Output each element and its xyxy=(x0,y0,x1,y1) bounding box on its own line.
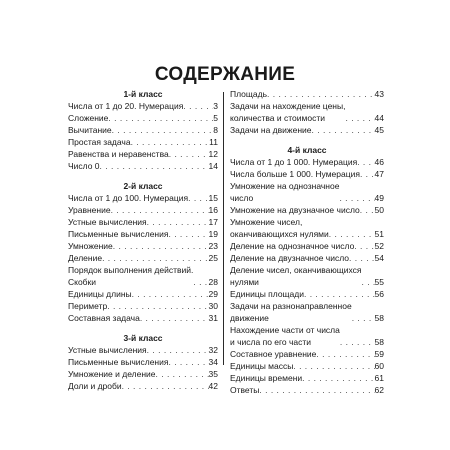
toc-entry xyxy=(230,372,384,384)
toc-entry xyxy=(68,356,218,368)
toc-entry-page: 17 xyxy=(208,217,218,227)
toc-entry-title: Задачи на нахождение цены, количества и стоимости xyxy=(230,101,346,123)
toc-entry-page: 14 xyxy=(208,161,218,171)
toc-entry xyxy=(230,100,384,124)
toc-entry-title: Числа больше 1 000. Нумерация xyxy=(230,169,360,179)
toc-entry-title: Единицы массы xyxy=(230,361,294,371)
toc-right-column xyxy=(230,88,384,396)
toc-entry xyxy=(68,252,218,264)
toc-entry-page: 52 xyxy=(374,241,384,251)
dot-leader xyxy=(360,168,375,180)
toc-entry xyxy=(68,288,218,300)
toc-entry-title: Ответы xyxy=(230,385,260,395)
toc-entry-page: 55 xyxy=(374,277,384,287)
toc-entry-page: 59 xyxy=(374,349,384,359)
toc-entry-page: 32 xyxy=(208,345,218,355)
toc-entry xyxy=(68,264,218,288)
toc-entry-title: Деление xyxy=(68,253,103,263)
toc-left-column xyxy=(68,88,218,392)
dot-leader xyxy=(329,228,375,240)
toc-entry-page: 49 xyxy=(374,193,384,203)
toc-entry-page: 42 xyxy=(208,381,218,391)
toc-entry xyxy=(68,112,218,124)
grade-heading: 2-й класс xyxy=(123,181,163,191)
toc-entry xyxy=(68,136,218,148)
toc-entry xyxy=(68,380,218,392)
toc-entry xyxy=(230,204,384,216)
toc-entry xyxy=(230,124,384,136)
dot-leader xyxy=(267,88,375,100)
column-divider xyxy=(223,92,224,365)
dot-leader xyxy=(360,204,375,216)
toc-entry-page: 31 xyxy=(208,313,218,323)
toc-entry-title: Задачи на разнонаправленное движение xyxy=(230,301,352,323)
dot-leader xyxy=(183,100,213,112)
toc-entry-title: Деление чисел, оканчивающихся нулями xyxy=(230,265,362,287)
toc-entry xyxy=(230,360,384,372)
toc-entry-title: Числа от 1 до 20. Нумерация xyxy=(68,101,184,111)
toc-entry xyxy=(68,148,218,160)
toc-entry xyxy=(68,124,218,136)
dot-leader xyxy=(147,344,209,356)
dot-leader xyxy=(108,112,213,124)
grade-heading: 3-й класс xyxy=(123,333,163,343)
toc-entry-title: Умножение на однозначное число xyxy=(230,181,340,203)
dot-leader xyxy=(349,252,375,264)
toc-entry-page: 16 xyxy=(208,205,218,215)
dot-leader xyxy=(111,204,209,216)
toc-entry xyxy=(68,216,218,228)
toc-entry xyxy=(230,168,384,180)
dot-leader xyxy=(188,192,208,204)
dot-leader xyxy=(302,372,374,384)
toc-entry xyxy=(230,88,384,100)
toc-entry-page: 61 xyxy=(374,373,384,383)
toc-entry-page: 60 xyxy=(374,361,384,371)
toc-entry-title: Равенства и неравенства xyxy=(68,149,169,159)
dot-leader xyxy=(354,240,374,252)
dot-leader xyxy=(345,112,374,124)
toc-entry-page: 54 xyxy=(374,253,384,263)
dot-leader xyxy=(339,192,374,204)
grade-heading: 1-й класс xyxy=(123,89,163,99)
dot-leader xyxy=(316,348,374,360)
dot-leader xyxy=(100,160,209,172)
toc-entry-title: Составная задача xyxy=(68,313,140,323)
toc-entry xyxy=(230,384,384,396)
toc-entry-page: 8 xyxy=(213,125,218,135)
toc-entry-page: 44 xyxy=(374,113,384,123)
toc-entry xyxy=(230,348,384,360)
dot-leader xyxy=(113,240,209,252)
toc-entry xyxy=(68,204,218,216)
toc-entry-title: Деление на двузначное число xyxy=(230,253,350,263)
page-title: СОДЕРЖАНИЕ xyxy=(154,64,296,85)
toc-entry-title: Умножение на двузначное число xyxy=(230,205,360,215)
toc-entry-title: Письменные вычисления xyxy=(68,357,169,367)
dot-leader xyxy=(132,288,209,300)
dot-leader xyxy=(107,300,208,312)
toc-entry-page: 30 xyxy=(208,301,218,311)
toc-entry xyxy=(68,368,218,380)
toc-entry-page: 47 xyxy=(374,169,384,179)
toc-entry-page: 35 xyxy=(208,369,218,379)
toc-entry xyxy=(230,324,384,348)
dot-leader xyxy=(156,368,209,380)
toc-entry-title: Письменные вычисления xyxy=(68,229,169,239)
dot-leader xyxy=(140,312,209,324)
toc-entry xyxy=(68,240,218,252)
toc-entry-title: Доли и дроби xyxy=(68,381,122,391)
toc-entry xyxy=(68,160,218,172)
toc-entry-title: Площадь xyxy=(230,89,268,99)
toc-entry-title: Числа от 1 до 100. Нумерация xyxy=(68,193,189,203)
toc-entry-title: Числа от 1 до 1 000. Нумерация xyxy=(230,157,358,167)
toc-entry xyxy=(68,100,218,112)
dot-leader xyxy=(259,384,374,396)
toc-entry-page: 46 xyxy=(374,157,384,167)
dot-leader xyxy=(169,148,209,160)
toc-entry-title: Число 0 xyxy=(68,161,100,171)
toc-entry xyxy=(68,300,218,312)
toc-entry xyxy=(230,156,384,168)
toc-entry xyxy=(230,300,384,324)
toc-entry-page: 11 xyxy=(209,137,218,147)
dot-leader xyxy=(131,136,210,148)
toc-entry-page: 58 xyxy=(374,313,384,323)
toc-entry-title: Уравнение xyxy=(68,205,111,215)
toc-entry-title: Устные вычисления xyxy=(68,217,147,227)
toc-entry xyxy=(68,192,218,204)
toc-entry-page: 50 xyxy=(374,205,384,215)
toc-entry-page: 5 xyxy=(213,113,218,123)
toc-entry-title: Умножение и деление xyxy=(68,369,156,379)
toc-entry xyxy=(230,180,384,204)
toc-entry xyxy=(68,312,218,324)
toc-entry-page: 3 xyxy=(213,101,218,111)
toc-entry-title: Единицы времени xyxy=(230,373,303,383)
toc-entry-page: 12 xyxy=(208,149,218,159)
toc-entry xyxy=(230,264,384,288)
dot-leader xyxy=(168,228,208,240)
grade-heading: 4-й класс xyxy=(287,145,327,155)
toc-entry-page: 25 xyxy=(208,253,218,263)
toc-entry-title: Сложение xyxy=(68,113,109,123)
toc-entry xyxy=(230,240,384,252)
toc-entry-page: 43 xyxy=(374,89,384,99)
toc-entry-page: 23 xyxy=(208,241,218,251)
dot-leader xyxy=(293,360,374,372)
toc-entry-title: Умножение чисел, оканчивающихся нулями xyxy=(230,217,329,239)
dot-leader xyxy=(122,380,209,392)
toc-entry-page: 51 xyxy=(374,229,384,239)
toc-entry-title: Умножение xyxy=(68,241,113,251)
toc-entry-page: 56 xyxy=(374,289,384,299)
dot-leader xyxy=(102,252,208,264)
toc-entry-page: 28 xyxy=(208,277,218,287)
dot-leader xyxy=(352,312,375,324)
toc-entry-title: Деление на однозначное число xyxy=(230,241,355,251)
dot-leader xyxy=(312,124,375,136)
toc-entry xyxy=(230,252,384,264)
toc-entry-title: Устные вычисления xyxy=(68,345,147,355)
dot-leader xyxy=(304,288,375,300)
dot-leader xyxy=(147,216,209,228)
toc-entry-page: 19 xyxy=(208,229,218,239)
toc-entry xyxy=(230,216,384,240)
dot-leader xyxy=(193,276,208,288)
toc-entry-page: 45 xyxy=(374,125,384,135)
toc-entry-page: 62 xyxy=(374,385,384,395)
toc-entry-page: 15 xyxy=(208,193,218,203)
toc-entry-page: 34 xyxy=(208,357,218,367)
toc-entry-title: Вычитание xyxy=(68,125,112,135)
toc-entry-title: Простая задача xyxy=(68,137,131,147)
toc-entry-title: Периметр xyxy=(68,301,108,311)
toc-entry xyxy=(230,288,384,300)
toc-entry-page: 58 xyxy=(374,337,384,347)
toc-entry xyxy=(68,344,218,356)
toc-entry-title: Единицы длины xyxy=(68,289,132,299)
dot-leader xyxy=(340,336,375,348)
toc-entry-title: Нахождение части от числа и числа по его части xyxy=(230,325,340,347)
dot-leader xyxy=(357,156,374,168)
toc-entry-title: Составное уравнение xyxy=(230,349,317,359)
toc-entry-title: Единицы площади xyxy=(230,289,304,299)
toc-entry-page: 29 xyxy=(208,289,218,299)
dot-leader xyxy=(361,276,374,288)
toc-entry-title: Порядок выполнения действий. Скобки xyxy=(68,265,194,287)
toc-entry-title: Задачи на движение xyxy=(230,125,312,135)
dot-leader xyxy=(112,124,214,136)
dot-leader xyxy=(168,356,208,368)
toc-entry xyxy=(68,228,218,240)
